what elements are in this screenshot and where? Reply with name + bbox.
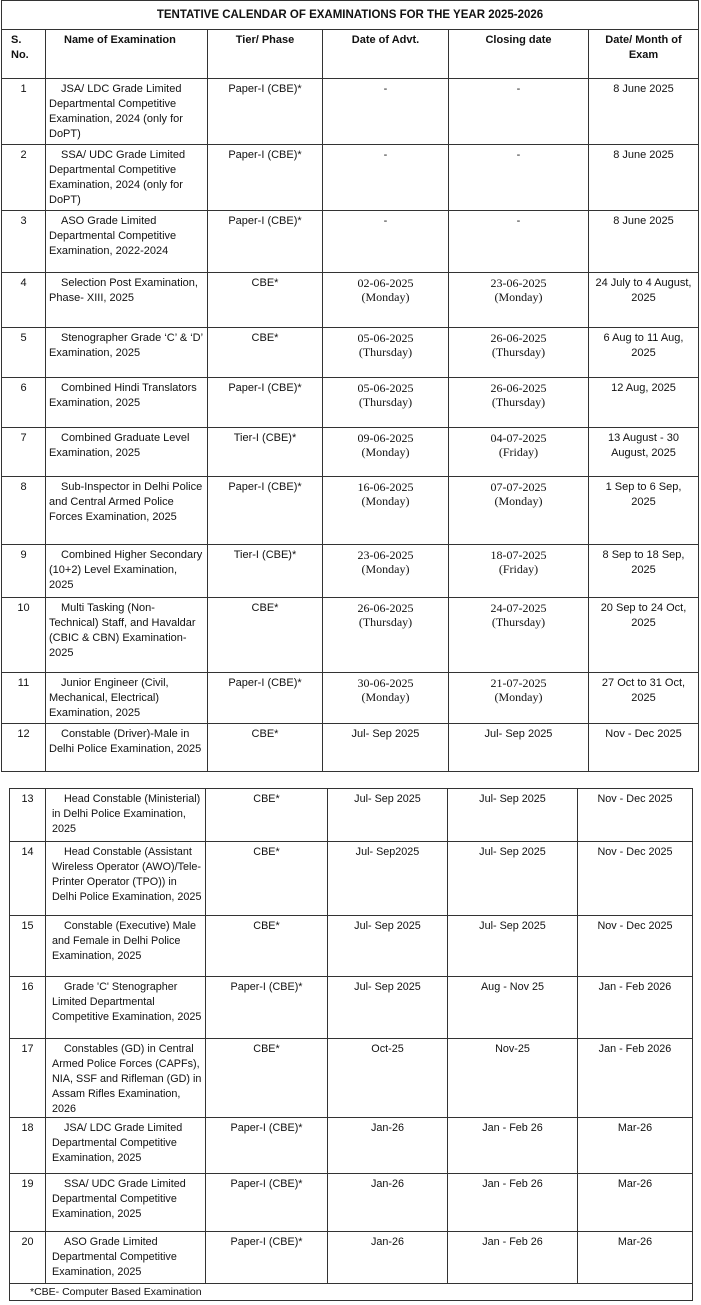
page-title: TENTATIVE CALENDAR OF EXAMINATIONS FOR THE YEAR 2025-2026	[2, 1, 699, 30]
exam-name-cell: Constable (Executive) Male and Female in Delhi Police Examination, 2025	[46, 916, 206, 977]
sno-cell: 12	[2, 724, 46, 772]
advt-day: (Monday)	[361, 290, 410, 304]
advt-date: 02-06-2025	[357, 276, 414, 290]
closing-day: (Friday)	[498, 562, 539, 576]
exam-name-cell: Constable (Driver)-Male in Delhi Police Examination, 2025	[46, 724, 208, 772]
advt-date: 09-06-2025	[357, 431, 414, 445]
advt-date: 23-06-2025	[357, 548, 414, 562]
header-adv: Date of Advt.	[323, 30, 449, 79]
exam-date-cell: Nov - Dec 2025	[578, 842, 693, 916]
tier-cell: CBE*	[208, 328, 323, 378]
closing-date: 24-07-2025	[490, 601, 547, 615]
advt-day: (Monday)	[361, 690, 410, 704]
closing-day: (Friday)	[498, 445, 539, 459]
table-row	[2, 378, 699, 428]
closing-day: (Thursday)	[491, 345, 546, 359]
closing-date-cell	[449, 79, 589, 145]
sno-cell: 2	[2, 145, 46, 211]
exam-name-cell: Multi Tasking (Non-Technical) Staff, and Havaldar (CBIC & CBN) Examination-2025	[46, 598, 208, 673]
advt-date-cell: Jul- Sep 2025	[328, 977, 448, 1039]
advt-date-cell	[323, 545, 449, 598]
advt-day: (Thursday)	[358, 345, 413, 359]
advt-date-cell: Oct-25	[328, 1039, 448, 1118]
advt-date-cell: Jul- Sep 2025	[328, 916, 448, 977]
exam-date-cell: 12 Aug, 2025	[589, 378, 699, 428]
closing-date: 21-07-2025	[490, 676, 547, 690]
exam-date-cell: 8 Sep to 18 Sep, 2025	[589, 545, 699, 598]
sno-cell: 15	[10, 916, 46, 977]
closing-date: 23-06-2025	[490, 276, 547, 290]
table-row	[10, 789, 693, 842]
closing-date-cell	[449, 378, 589, 428]
closing-date-cell	[449, 598, 589, 673]
table-row	[2, 273, 699, 328]
closing-date-cell	[449, 428, 589, 477]
advt-date-cell	[323, 328, 449, 378]
closing-date-cell	[449, 673, 589, 724]
exam-name-cell: ASO Grade Limited Departmental Competitive Examination, 2022-2024	[46, 211, 208, 273]
sno-cell: 11	[2, 673, 46, 724]
header-tier: Tier/ Phase	[208, 30, 323, 79]
advt-day: (Monday)	[361, 494, 410, 508]
exam-name-cell: SSA/ UDC Grade Limited Departmental Competitive Examination, 2025	[46, 1174, 206, 1232]
advt-date-cell: Jan-26	[328, 1174, 448, 1232]
tier-cell: Paper-I (CBE)*	[208, 477, 323, 545]
closing-day: (Monday)	[494, 290, 543, 304]
table-row	[2, 477, 699, 545]
closing-date: 18-07-2025	[490, 548, 547, 562]
exam-name-cell: Head Constable (Ministerial) in Delhi Police Examination, 2025	[46, 789, 206, 842]
exam-name-cell: Combined Graduate Level Examination, 2025	[46, 428, 208, 477]
advt-date-cell	[323, 211, 449, 273]
sno-cell: 7	[2, 428, 46, 477]
closing-date-cell: Jul- Sep 2025	[448, 916, 578, 977]
tier-cell: Tier-I (CBE)*	[208, 428, 323, 477]
exam-date-cell: 6 Aug to 11 Aug, 2025	[589, 328, 699, 378]
table-row	[2, 328, 699, 378]
exam-name-cell: Grade 'C' Stenographer Limited Departmental Competitive Examination, 2025	[46, 977, 206, 1039]
exam-name-cell: SSA/ UDC Grade Limited Departmental Competitive Examination, 2024 (only for DoPT)	[46, 145, 208, 211]
exam-name-cell: Constables (GD) in Central Armed Police Forces (CAPFs), NIA, SSF and Rifleman (GD) in Assam Rifles Examination, 2026	[46, 1039, 206, 1118]
advt-date-cell	[323, 428, 449, 477]
closing-date-cell	[449, 724, 589, 772]
exam-date-cell: 8 June 2025	[589, 145, 699, 211]
closing-date-cell	[449, 145, 589, 211]
sno-cell: 9	[2, 545, 46, 598]
exam-date-cell: Mar-26	[578, 1174, 693, 1232]
advt-date-cell	[323, 598, 449, 673]
closing-date: 04-07-2025	[490, 431, 547, 445]
advt-date-cell: Jan-26	[328, 1232, 448, 1284]
advt-date: -	[383, 149, 388, 161]
closing-date-cell: Jul- Sep 2025	[448, 789, 578, 842]
table-row	[2, 724, 699, 772]
advt-date: -	[383, 83, 388, 95]
tier-cell: Tier-I (CBE)*	[208, 545, 323, 598]
exam-date-cell: Mar-26	[578, 1232, 693, 1284]
header-name: Name of Examination	[46, 30, 208, 79]
tier-cell: CBE*	[206, 842, 328, 916]
sno-cell: 1	[2, 79, 46, 145]
tier-cell: CBE*	[208, 273, 323, 328]
sno-cell: 5	[2, 328, 46, 378]
advt-date: 26-06-2025	[357, 601, 414, 615]
tier-cell: CBE*	[206, 916, 328, 977]
advt-date-cell: Jan-26	[328, 1118, 448, 1174]
sno-cell: 4	[2, 273, 46, 328]
calendar-table-top	[1, 0, 699, 772]
table-row	[10, 1039, 693, 1118]
exam-date-cell: Jan - Feb 2026	[578, 977, 693, 1039]
table-row	[10, 1118, 693, 1174]
advt-date-cell	[323, 724, 449, 772]
tier-cell: Paper-I (CBE)*	[206, 1118, 328, 1174]
sno-cell: 10	[2, 598, 46, 673]
advt-date: Jul- Sep 2025	[351, 728, 420, 740]
closing-date-cell	[449, 328, 589, 378]
sno-cell: 13	[10, 789, 46, 842]
exam-name-cell: Head Constable (Assistant Wireless Operator (AWO)/Tele-Printer Operator (TPO)) in Delhi Police Examination, 2025	[46, 842, 206, 916]
tier-cell: Paper-I (CBE)*	[206, 1232, 328, 1284]
advt-day: (Monday)	[361, 445, 410, 459]
advt-date-cell: Jul- Sep2025	[328, 842, 448, 916]
closing-date-cell: Jan - Feb 26	[448, 1174, 578, 1232]
advt-date-cell	[323, 378, 449, 428]
advt-date-cell	[323, 273, 449, 328]
table-row	[2, 211, 699, 273]
table-row	[2, 545, 699, 598]
exam-name-cell: JSA/ LDC Grade Limited Departmental Competitive Examination, 2025	[46, 1118, 206, 1174]
table-row	[2, 428, 699, 477]
closing-date: 07-07-2025	[490, 480, 547, 494]
sno-cell: 20	[10, 1232, 46, 1284]
exam-date-cell: 8 June 2025	[589, 79, 699, 145]
exam-date-cell: 13 August - 30 August, 2025	[589, 428, 699, 477]
tier-cell: Paper-I (CBE)*	[208, 673, 323, 724]
header-close: Closing date	[449, 30, 589, 79]
advt-date: 16-06-2025	[357, 480, 414, 494]
sno-cell: 19	[10, 1174, 46, 1232]
advt-date: 30-06-2025	[357, 676, 414, 690]
table-row	[10, 1232, 693, 1284]
exam-date-cell: 8 June 2025	[589, 211, 699, 273]
closing-date-cell	[449, 477, 589, 545]
sno-cell: 17	[10, 1039, 46, 1118]
exam-name-cell: Junior Engineer (Civil, Mechanical, Electrical) Examination, 2025	[46, 673, 208, 724]
sno-cell: 18	[10, 1118, 46, 1174]
advt-day: (Thursday)	[358, 395, 413, 409]
exam-date-cell: Mar-26	[578, 1118, 693, 1174]
advt-date-cell: Jul- Sep 2025	[328, 789, 448, 842]
tier-cell: Paper-I (CBE)*	[206, 977, 328, 1039]
closing-date-cell	[449, 545, 589, 598]
footnote-row	[10, 1284, 693, 1301]
exam-name-cell: Combined Higher Secondary (10+2) Level Examination, 2025	[46, 545, 208, 598]
exam-name-cell: ASO Grade Limited Departmental Competitive Examination, 2025	[46, 1232, 206, 1284]
tier-cell: Paper-I (CBE)*	[208, 211, 323, 273]
sno-cell: 6	[2, 378, 46, 428]
table-row	[10, 842, 693, 916]
tier-cell: Paper-I (CBE)*	[208, 145, 323, 211]
header-row	[2, 30, 699, 79]
exam-date-cell: 1 Sep to 6 Sep, 2025	[589, 477, 699, 545]
tier-cell: CBE*	[208, 724, 323, 772]
closing-day: (Thursday)	[491, 615, 546, 629]
advt-date-cell	[323, 477, 449, 545]
tier-cell: Paper-I (CBE)*	[208, 378, 323, 428]
table-row	[2, 79, 699, 145]
table-row	[2, 145, 699, 211]
exam-date-cell: Jan - Feb 2026	[578, 1039, 693, 1118]
closing-date-cell: Jan - Feb 26	[448, 1118, 578, 1174]
footnote: *CBE- Computer Based Examination	[10, 1284, 693, 1301]
closing-date-cell: Jul- Sep 2025	[448, 842, 578, 916]
closing-date-cell: Nov-25	[448, 1039, 578, 1118]
closing-day: (Thursday)	[491, 395, 546, 409]
tier-cell: CBE*	[206, 1039, 328, 1118]
tier-cell: CBE*	[208, 598, 323, 673]
tier-cell: CBE*	[206, 789, 328, 842]
advt-date: -	[383, 215, 388, 227]
closing-date-cell	[449, 273, 589, 328]
closing-date: -	[516, 215, 521, 227]
exam-date-cell: 24 July to 4 August, 2025	[589, 273, 699, 328]
closing-day: (Monday)	[494, 690, 543, 704]
table-row	[2, 598, 699, 673]
advt-date-cell	[323, 673, 449, 724]
exam-name-cell: Combined Hindi Translators Examination, 2025	[46, 378, 208, 428]
sno-cell: 8	[2, 477, 46, 545]
closing-date: -	[516, 149, 521, 161]
header-exam: Date/ Month of Exam	[589, 30, 699, 79]
exam-name-cell: Stenographer Grade ‘C’ & ‘D’ Examination, 2025	[46, 328, 208, 378]
table-row	[10, 916, 693, 977]
tier-cell: Paper-I (CBE)*	[206, 1174, 328, 1232]
closing-date: -	[516, 83, 521, 95]
closing-date-cell	[449, 211, 589, 273]
advt-date: 05-06-2025	[357, 381, 414, 395]
tier-cell: Paper-I (CBE)*	[208, 79, 323, 145]
table-row	[10, 1174, 693, 1232]
exam-date-cell: Nov - Dec 2025	[578, 789, 693, 842]
calendar-table-bottom	[9, 788, 693, 1301]
sno-cell: 14	[10, 842, 46, 916]
exam-date-cell: Nov - Dec 2025	[589, 724, 699, 772]
closing-date: Jul- Sep 2025	[484, 728, 553, 740]
advt-date-cell	[323, 145, 449, 211]
advt-day: (Thursday)	[358, 615, 413, 629]
exam-date-cell: Nov - Dec 2025	[578, 916, 693, 977]
advt-date: 05-06-2025	[357, 331, 414, 345]
exam-name-cell: Selection Post Examination, Phase- XIII, 2025	[46, 273, 208, 328]
sno-cell: 16	[10, 977, 46, 1039]
exam-name-cell: Sub-Inspector in Delhi Police and Central Armed Police Forces Examination, 2025	[46, 477, 208, 545]
closing-date-cell: Jan - Feb 26	[448, 1232, 578, 1284]
closing-date: 26-06-2025	[490, 331, 547, 345]
closing-date-cell: Aug - Nov 25	[448, 977, 578, 1039]
exam-date-cell: 20 Sep to 24 Oct, 2025	[589, 598, 699, 673]
closing-date: 26-06-2025	[490, 381, 547, 395]
exam-name-cell: JSA/ LDC Grade Limited Departmental Competitive Examination, 2024 (only for DoPT)	[46, 79, 208, 145]
table-row	[10, 977, 693, 1039]
sno-cell: 3	[2, 211, 46, 273]
advt-date-cell	[323, 79, 449, 145]
advt-day: (Monday)	[361, 562, 410, 576]
exam-date-cell: 27 Oct to 31 Oct, 2025	[589, 673, 699, 724]
header-sno: S. No.	[2, 30, 46, 79]
table-row	[2, 673, 699, 724]
closing-day: (Monday)	[494, 494, 543, 508]
